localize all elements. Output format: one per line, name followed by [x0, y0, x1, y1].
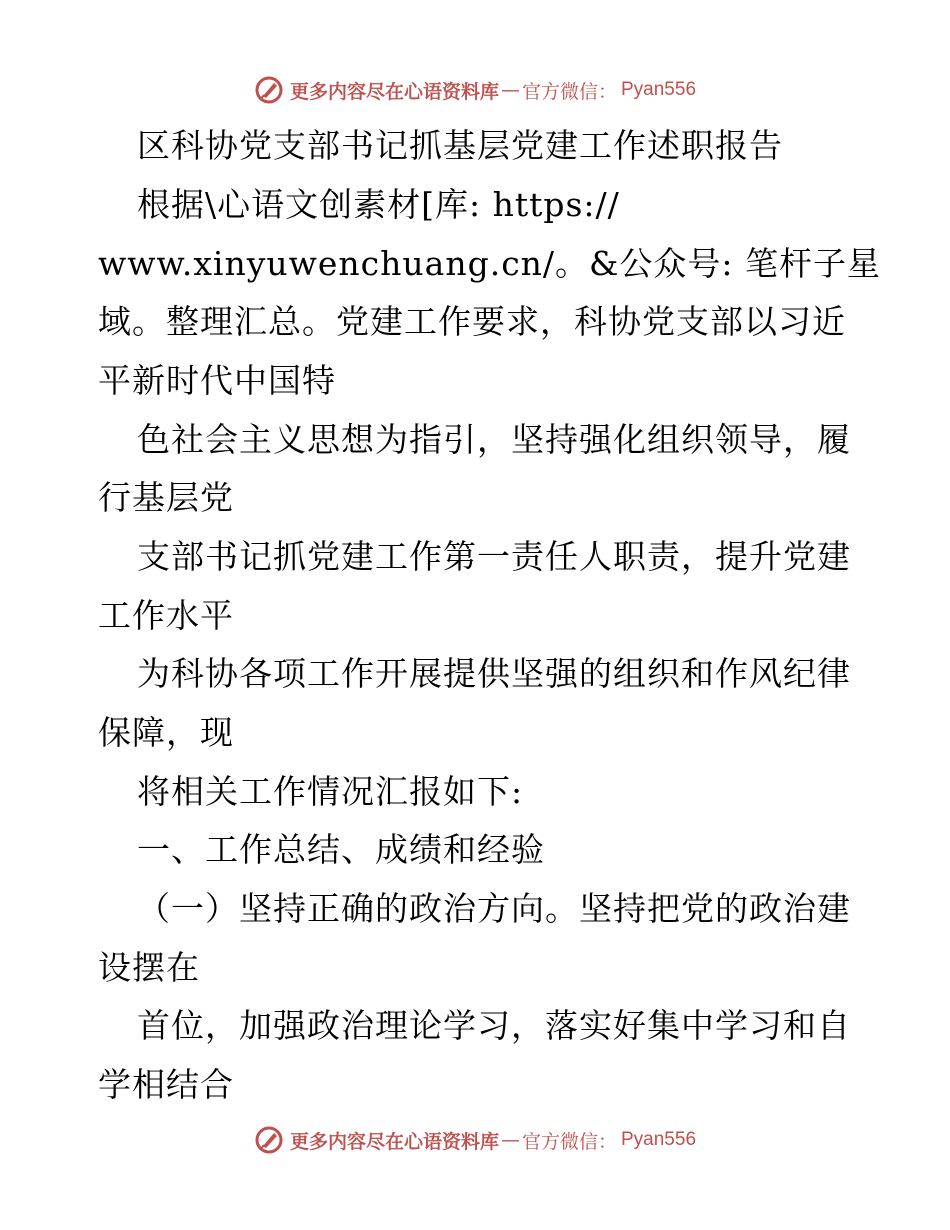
banner-contact-id: Pyan556 — [621, 79, 697, 100]
paragraph-line: 域。整理汇总。党建工作要求，科协党支部以习近 — [98, 302, 846, 341]
banner-title: 更多内容尽在心语资料库 — [289, 1130, 499, 1153]
paragraph-line: 色社会主义思想为指引，坚持强化组织领导，履 — [137, 420, 851, 459]
section-heading: 一、工作总结、成绩和经验 — [137, 830, 545, 869]
footer-banner — [0, 1122, 950, 1158]
banner-contact-label: 官方微信： — [521, 80, 617, 103]
paragraph-line: 保障，现 — [98, 713, 234, 752]
quill-logo-icon — [254, 1125, 284, 1155]
paragraph-line: 将相关工作情况汇报如下: — [137, 772, 524, 811]
document-title: 区科协党支部书记抓基层党建工作述职报告 — [137, 126, 783, 165]
paragraph-line: 设摆在 — [98, 948, 200, 987]
banner-contact-label: 官方微信： — [521, 1130, 617, 1153]
paragraph-line: 首位，加强政治理论学习，落实好集中学习和自 — [137, 1006, 851, 1045]
paragraph-line: 平新时代中国特 — [98, 361, 336, 400]
banner-title: 更多内容尽在心语资料库 — [289, 80, 499, 103]
banner-separator: — — [500, 1129, 520, 1151]
paragraph-line: 为科协各项工作开展提供坚强的组织和作风纪律 — [137, 654, 851, 693]
paragraph-line: 学相结合 — [98, 1065, 234, 1104]
paragraph-line: www.xinyuwenchuang.cn/。&公众号: 笔杆子星 — [98, 244, 882, 283]
header-banner — [0, 72, 950, 108]
banner-contact-id: Pyan556 — [621, 1129, 697, 1150]
quill-logo-icon — [254, 75, 284, 105]
paragraph-line: 支部书记抓党建工作第一责任人职责，提升党建 — [137, 537, 851, 576]
banner-separator: — — [500, 79, 520, 101]
paragraph-line: 行基层党 — [98, 478, 234, 517]
paragraph-line: 根据\心语文创素材[库: https:// — [137, 185, 620, 224]
subsection-heading: （一）坚持正确的政治方向。坚持把党的政治建 — [137, 889, 851, 928]
paragraph-line: 工作水平 — [98, 596, 234, 635]
